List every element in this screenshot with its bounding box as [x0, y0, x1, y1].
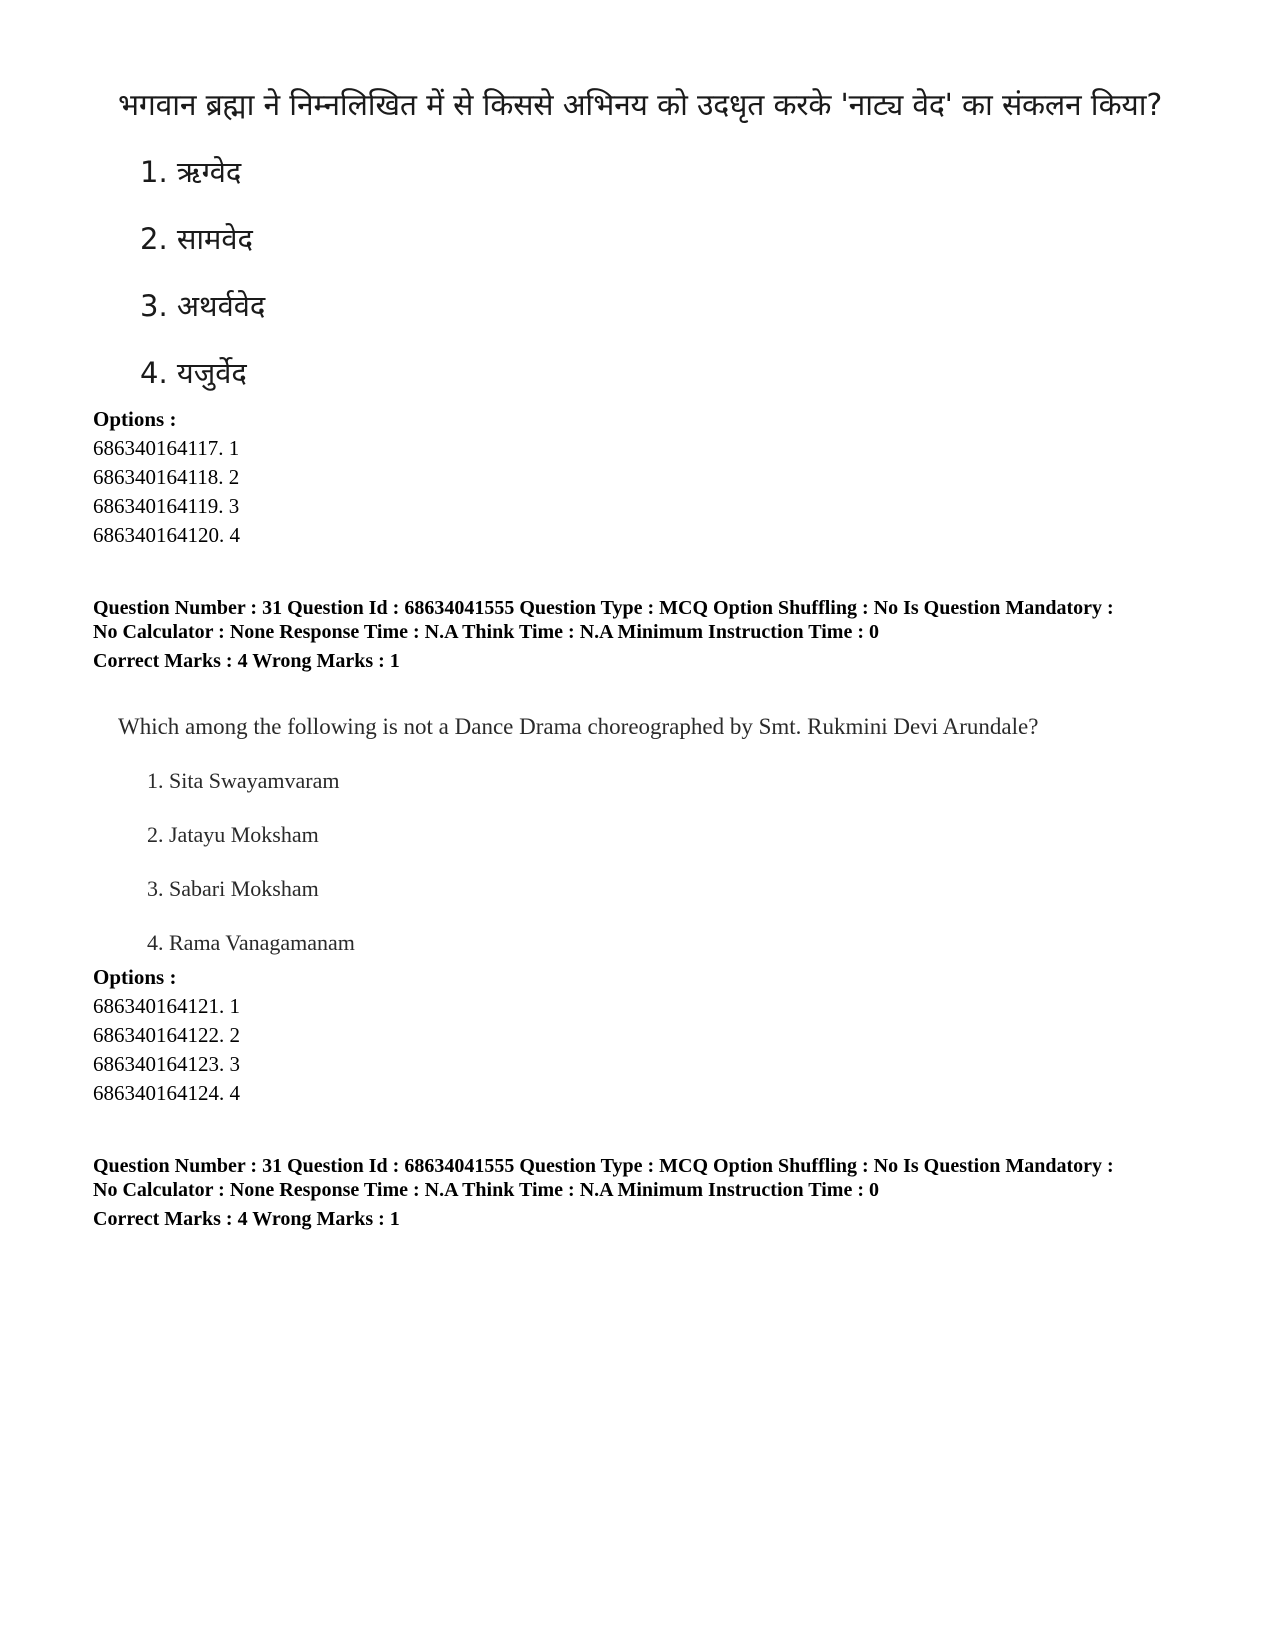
meta-line-2: No Calculator : None Response Time : N.A Think Time : N.A Minimum Instruction Time : 0: [93, 621, 879, 643]
option-id-item: 686340164118. 2: [93, 465, 240, 489]
option-id-item: 686340164123. 3: [93, 1052, 240, 1076]
options-2-list: [93, 992, 240, 1108]
option-id-item: 686340164122. 2: [93, 1023, 240, 1047]
question-2-choice: 3. Sabari Moksham: [147, 876, 319, 901]
question-1-block: [118, 86, 1178, 390]
question-1-choice: 4. यजुर्वेद: [140, 356, 247, 390]
question-1-text: भगवान ब्रह्मा ने निम्नलिखित में से किससे अभिनय को उदधृत करके 'नाट्य वेद' का संकलन किया?: [118, 88, 1163, 123]
options-2: [93, 963, 240, 1108]
question-2-block: [118, 712, 1118, 955]
meta-line-1: Question Number : 31 Question Id : 68634041555 Question Type : MCQ Option Shuffling : No Is Question Mandatory :: [93, 1155, 1114, 1177]
question-1-choice: 1. ऋग्वेद: [140, 155, 242, 189]
meta-line-1: Question Number : 31 Question Id : 68634041555 Question Type : MCQ Option Shuffling : No Is Question Mandatory :: [93, 597, 1114, 619]
question-1-choice: 2. सामवेद: [140, 222, 253, 256]
question-2-choices: [147, 767, 355, 983]
option-id-item: 686340164120. 4: [93, 523, 240, 547]
question-meta-2: [93, 1154, 1203, 1231]
question-1-choices: [140, 154, 265, 422]
option-id-item: 686340164121. 1: [93, 994, 240, 1018]
meta-line-2: No Calculator : None Response Time : N.A Think Time : N.A Minimum Instruction Time : 0: [93, 1179, 879, 1201]
options-1-label: Options :: [93, 407, 177, 431]
option-id-item: 686340164119. 3: [93, 494, 240, 518]
question-1-choice: 3. अथर्ववेद: [140, 289, 266, 323]
options-1: [93, 405, 240, 550]
question-2-choice: 4. Rama Vanagamanam: [147, 930, 355, 955]
marks-line: Correct Marks : 4 Wrong Marks : 1: [93, 650, 400, 672]
marks-line: Correct Marks : 4 Wrong Marks : 1: [93, 1208, 400, 1230]
question-2-choice: 2. Jatayu Moksham: [147, 822, 319, 847]
options-1-list: [93, 434, 240, 550]
question-2-text: Which among the following is not a Dance Drama choreographed by Smt. Rukmini Devi Arundale?: [118, 714, 1039, 739]
options-2-label: Options :: [93, 965, 177, 989]
option-id-item: 686340164117. 1: [93, 436, 240, 460]
question-meta-1: [93, 596, 1203, 673]
question-2-choice: 1. Sita Swayamvaram: [147, 768, 340, 793]
option-id-item: 686340164124. 4: [93, 1081, 240, 1105]
